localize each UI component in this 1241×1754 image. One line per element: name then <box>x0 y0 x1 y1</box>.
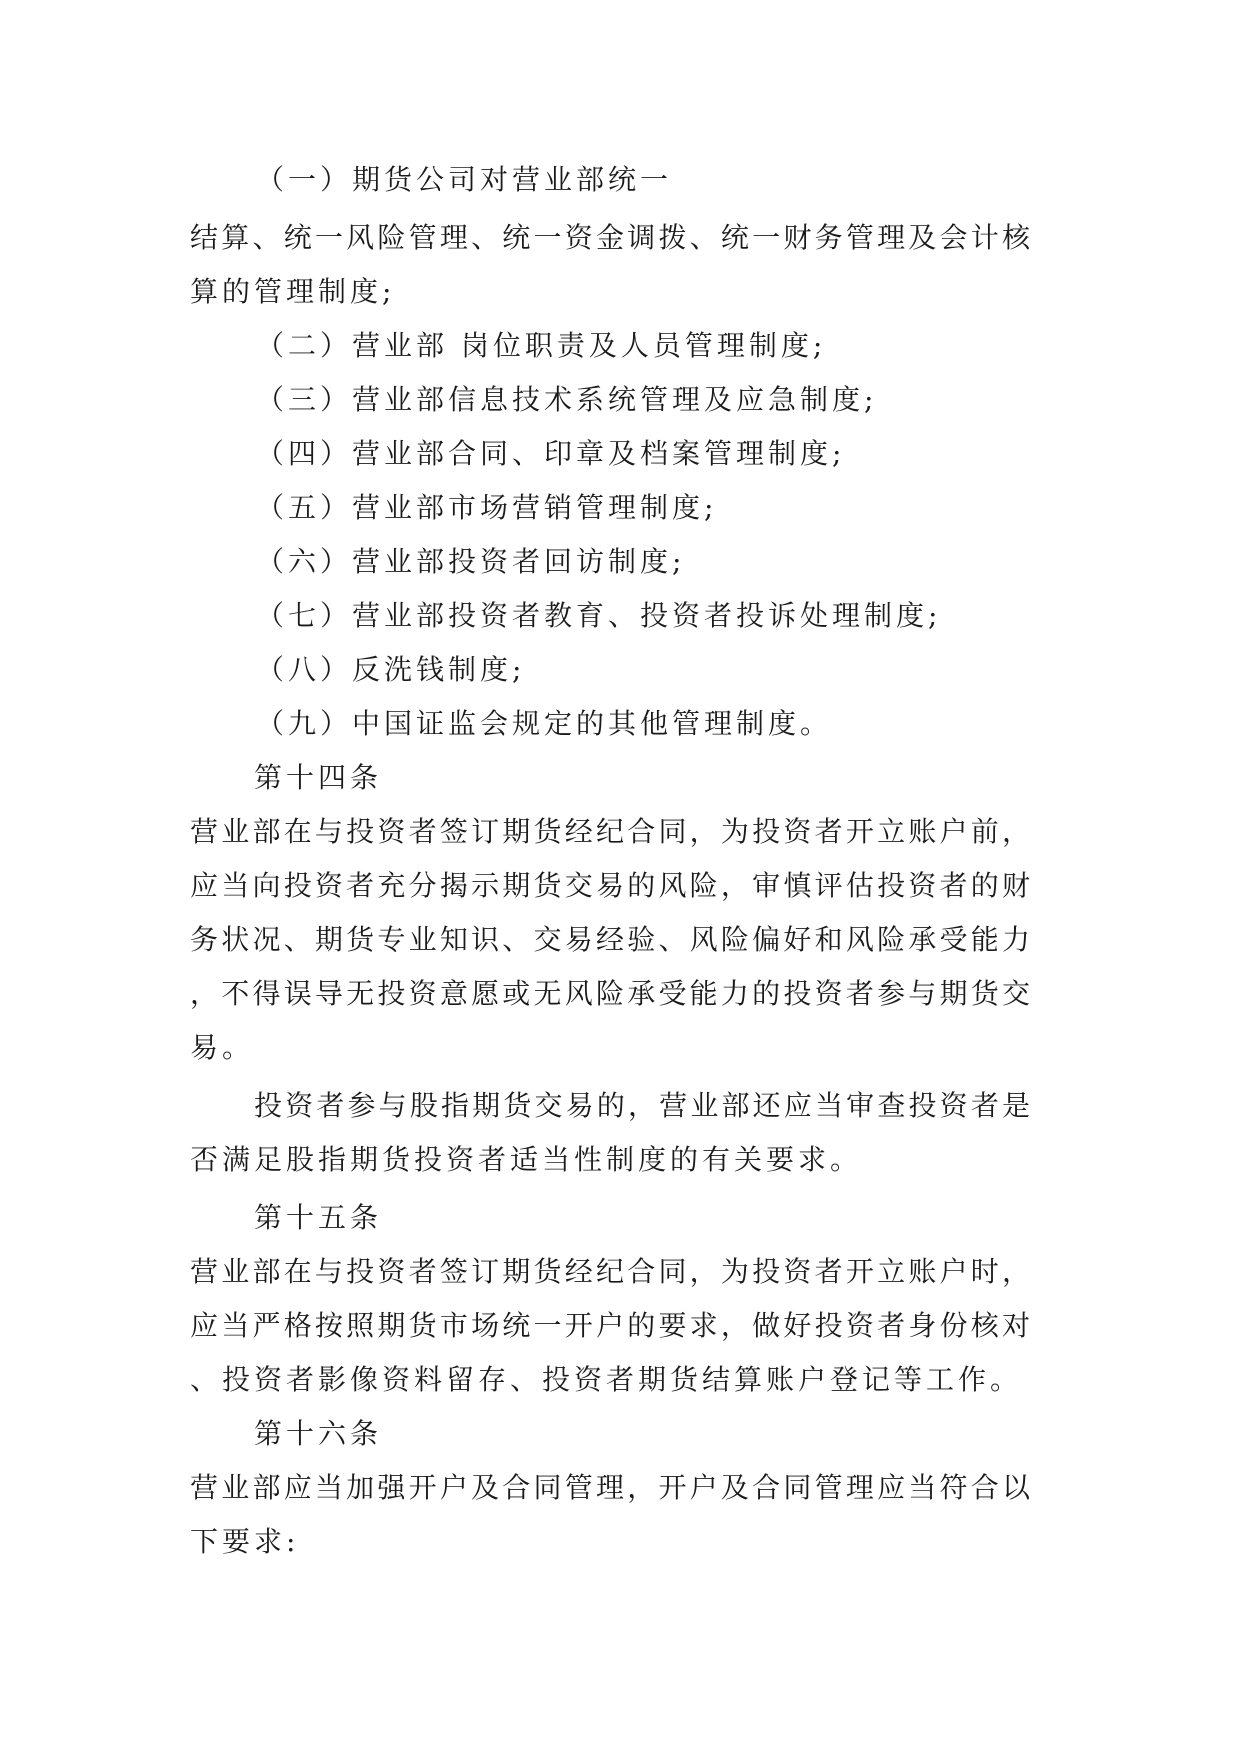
clause-item-9: （九）中国证监会规定的其他管理制度。 <box>256 707 833 740</box>
clause-item-1-cont: 结算、统一风险管理、统一资金调拨、统一财务管理及会计核 <box>190 221 1030 254</box>
article-14-paragraph-2-line: 投资者参与股指期货交易的，营业部还应当审查投资者是 <box>254 1089 1030 1122</box>
article-14-text-line: 务状况、期货专业知识、交易经验、风险偏好和风险承受能力 <box>190 923 1030 956</box>
clause-item-1-start: （一）期货公司对营业部统一 <box>256 163 673 196</box>
article-14-paragraph-2-line: 否满足股指期货投资者适当性制度的有关要求。 <box>190 1143 863 1176</box>
clause-item-7: （七）营业部投资者教育、投资者投诉处理制度; <box>256 599 942 632</box>
clause-item-3: （三）营业部信息技术系统管理及应急制度; <box>256 383 878 416</box>
article-15-text-line: 营业部在与投资者签订期货经纪合同，为投资者开立账户时， <box>190 1255 1030 1288</box>
article-14-text-line: 营业部在与投资者签订期货经纪合同，为投资者开立账户前， <box>190 815 1030 848</box>
article-14-heading: 第十四条 <box>254 761 383 794</box>
article-14-text-line: 易。 <box>190 1031 255 1064</box>
article-16-text-line: 下要求: <box>190 1525 300 1558</box>
article-16-text-line: 营业部应当加强开户及合同管理，开户及合同管理应当符合以 <box>190 1471 1030 1504</box>
clause-item-8: （八）反洗钱制度; <box>256 653 526 686</box>
article-15-text-line: 、投资者影像资料留存、投资者期货结算账户登记等工作。 <box>190 1363 1023 1396</box>
article-15-heading: 第十五条 <box>254 1201 383 1234</box>
clause-item-2: （二）营业部 岗位职责及人员管理制度; <box>256 329 827 362</box>
clause-item-6: （六）营业部投资者回访制度; <box>256 545 686 578</box>
article-14-text-line: ，不得误导无投资意愿或无风险承受能力的投资者参与期货交 <box>190 977 1030 1010</box>
clause-item-5: （五）营业部市场营销管理制度; <box>256 491 718 524</box>
article-15-text-line: 应当严格按照期货市场统一开户的要求，做好投资者身份核对 <box>190 1309 1030 1342</box>
article-16-heading: 第十六条 <box>254 1417 383 1450</box>
clause-item-4: （四）营业部合同、印章及档案管理制度; <box>256 437 846 470</box>
clause-item-1-end: 算的管理制度; <box>190 275 396 308</box>
article-14-text-line: 应当向投资者充分揭示期货交易的风险，审慎评估投资者的财 <box>190 869 1030 902</box>
